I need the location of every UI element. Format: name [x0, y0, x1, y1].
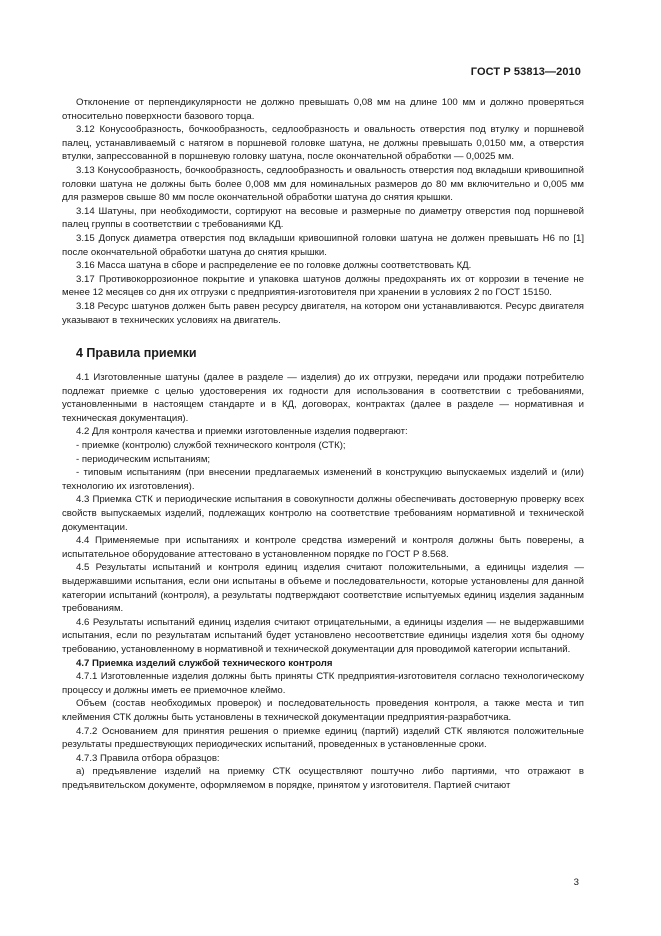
paragraph-4-7-3: 4.7.3 Правила отбора образцов:: [76, 752, 220, 764]
paragraph-4-7-3-a: а) предъявление изделий на приемку СТК осуществляют поштучно либо партиями, что отражают в предъявительском документе, оформляемом в порядке, принятом у изготовителя. Партией считают: [62, 766, 584, 791]
paragraph-4-5: 4.5 Результаты испытаний и контроля единиц изделия считают положительными, а единицы изделия — выдержавшими испытания, если они испытаны в объеме и последовательности, которые установлены для данной категории испытаний (контроля), а результаты подтверждают соответствие испытуемых единиц изделия заданным требованиям.: [62, 562, 584, 615]
paragraph-4-3: 4.3 Приемка СТК и периодические испытания в совокупности должны обеспечивать достоверную проверку всех свойств выпускаемых изделий, подлежащих контролю на соответствие требованиям нормативной и технической документации.: [62, 494, 584, 533]
paragraph-3-14: 3.14 Шатуны, при необходимости, сортируют на весовые и размерные по диаметру отверстия под поршневой палец группы в соответствии с требованиями КД.: [62, 205, 584, 231]
paragraph-3-15: 3.15 Допуск диаметра отверстия под вкладыши кривошипной головки шатуна не должен превышать Н6 по [1] после окончательной обработки шатуна до снятия крышки.: [62, 232, 584, 258]
paragraph-4-2: 4.2 Для контроля качества и приемки изготовленные изделия подвергают:: [76, 426, 408, 438]
paragraph-4-7-2: 4.7.2 Основанием для принятия решения о приемке единиц (партий) изделий СТК являются положительные результаты предшествующих периодических испытаний, проведенных в установленные сроки.: [62, 725, 584, 751]
document-body: [62, 96, 584, 793]
subsection-4-7-heading: 4.7 Приемка изделий службой технического контроля: [76, 657, 333, 669]
paragraph-3-11-continued: Отклонение от перпендикулярности не должно превышать 0,08 мм на длине 100 мм и должно проверяться относительно поверхности базового торца.: [62, 97, 584, 122]
paragraph-4-1: 4.1 Изготовленные шатуны (далее в разделе — изделия) до их отгрузки, передачи или продажи потребителю подлежат приемке с целью удостоверения их годности для использования в соответствии с требованиями, установленными в настоящем стандарте и в КД, договорах, контрактах (далее в разделе — нормативная и техническая документация).: [62, 372, 584, 424]
paragraph-4-7-1: 4.7.1 Изготовленные изделия должны быть приняты СТК предприятия-изготовителя согласно технологическому процессу и должны иметь ее приемочное клеймо.: [62, 671, 584, 696]
list-item: - типовым испытаниям (при внесении предлагаемых изменений в конструкцию выпускаемых изделий и (или) технологию их изготовления).: [62, 467, 584, 492]
paragraph-3-13: 3.13 Конусообразность, бочкообразность, седлообразность и овальность отверстия под вкладыши кривошипной головки шатуна не должны быть более 0,008 мм для номинальных размеров до 80 мм включительно и 0,005 мм для размеров свыше 80 мм после окончательной обработки шатуна до снятия крышки.: [62, 164, 584, 204]
paragraph-3-18: 3.18 Ресурс шатунов должен быть равен ресурсу двигателя, на котором они устанавливаются. Ресурс двигателя указывают в технических условиях на двигатель.: [62, 300, 584, 326]
page-number: 3: [573, 877, 579, 888]
standard-header: ГОСТ Р 53813—2010: [470, 66, 581, 78]
section-4-heading: 4 Правила приемки: [76, 346, 197, 361]
paragraph-3-17: 3.17 Противокоррозионное покрытие и упаковка шатунов должны предохранять их от коррозии в течение не менее 12 месяцев со дня их отгрузки с предприятия-изготовителя при хранении в условиях 2 по ГОСТ 15150.: [62, 273, 584, 299]
paragraph-4-6: 4.6 Результаты испытаний единиц изделия считают отрицательными, а единицы изделия — не выдержавшими испытания, если по результатам испытаний будет установлено несоответствие единицы изделия хотя бы одному требованию, установленному в нормативной и технической документации для проводимой категории испытаний.: [62, 616, 584, 655]
paragraph-3-12: 3.12 Конусообразность, бочкообразность, седлообразность и овальность отверстия под втулку и поршневой палец, устанавливаемый с натягом в поршневой головке шатуна, не должны превышать 0,0150 мм, а отверстия втулки, запрессованной в поршневую головку шатуна, после окончательной обработки — 0,0025 мм.: [62, 124, 584, 163]
paragraph-4-7-1-b: Объем (состав необходимых проверок) и последовательность проведения контроля, а также места и тип клеймения СТК должны быть установлены в технической документации предприятия-разработчика.: [62, 698, 584, 723]
paragraph-3-16: 3.16 Масса шатуна в сборе и распределение ее по головке должны соответствовать КД.: [76, 260, 472, 272]
list-item: - периодическим испытаниям;: [76, 453, 211, 465]
list-item: - приемке (контролю) службой технического контроля (СТК);: [76, 440, 346, 452]
paragraph-4-4: 4.4 Применяемые при испытаниях и контроле средства измерений и контроля должны быть поверены, а испытательное оборудование аттестовано в установленном порядке по ГОСТ Р 8.568.: [62, 535, 584, 560]
